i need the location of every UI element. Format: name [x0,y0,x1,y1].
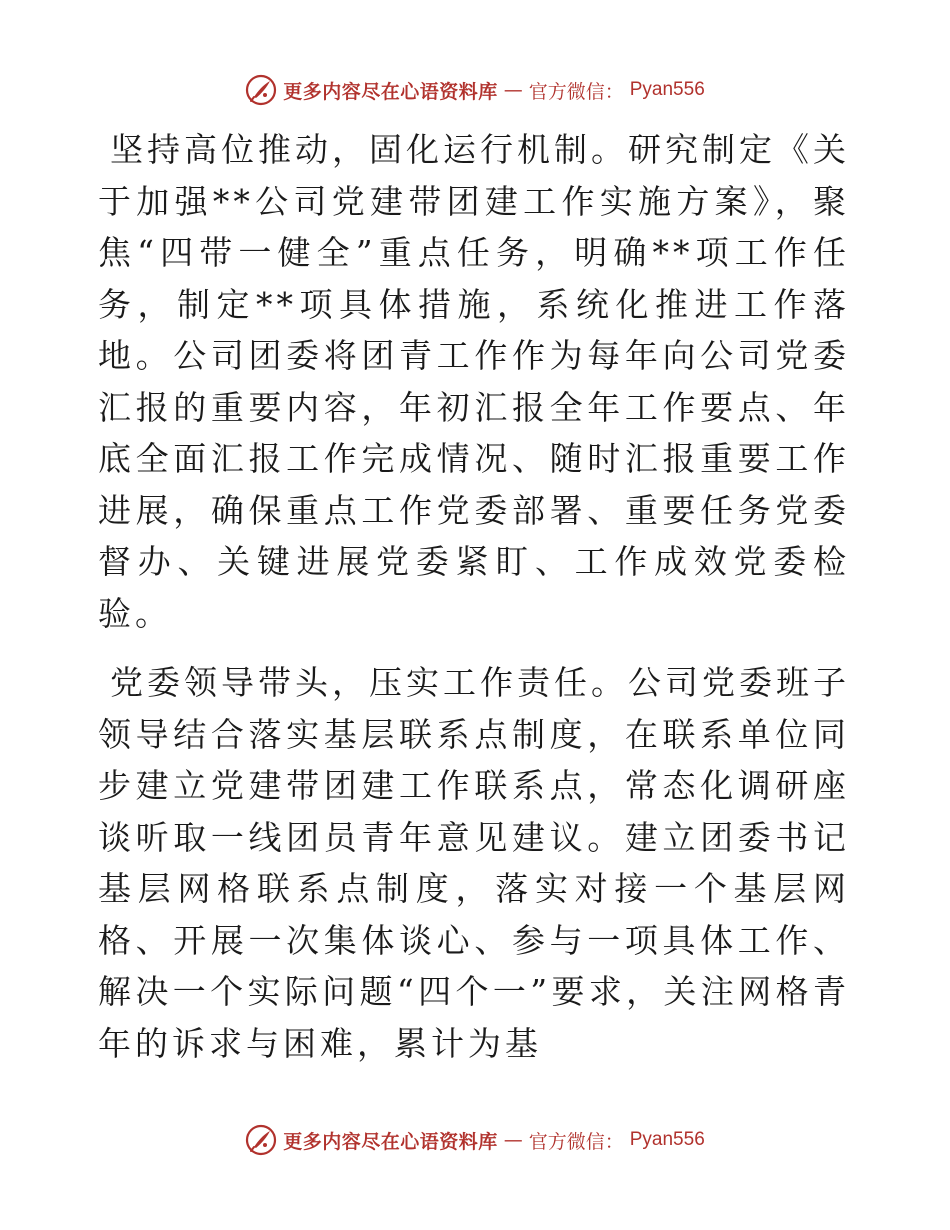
paragraph-1-text: 坚持高位推动，固化运行机制。研究制定《关于加强**公司党建带团建工作实施方案》，聚焦“四带一健全”重点任务，明确**项工作任务，制定**项具体措施，系统化推进工作落地。公司团委将团青工作作为每年向公司党委汇报的重要内容，年初汇报全年工作要点、年底全面汇报工作完成情况、随时汇报重要工作进展，确保重点工作党委部署、重要任务党委督办、关键进展党委紧盯、工作成效党委检验。 [98,130,850,633]
header-dash: — [503,79,523,101]
header-subtitle: 官方微信： [528,80,624,103]
footer-banner [0,1120,950,1160]
quill-logo-icon [245,74,277,106]
footer-wechat-id: Pyan556 [629,1129,705,1150]
document-body [98,124,850,1085]
paragraph-2 [98,657,850,1069]
footer-banner-inner [245,1124,705,1156]
footer-brand-text: 更多内容尽在心语资料库 [283,1130,498,1153]
header-brand-text: 更多内容尽在心语资料库 [283,80,498,103]
header-banner [0,70,950,110]
paragraph-2-text: 党委领导带头，压实工作责任。公司党委班子领导结合落实基层联系点制度，在联系单位同步建立党建带团建工作联系点，常态化调研座谈听取一线团员青年意见建议。建立团委书记基层网格联系点制度，落实对接一个基层网格、开展一次集体谈心、参与一项具体工作、解决一个实际问题“四个一”要求，关注网格青年的诉求与困难，累计为基 [98,663,850,1063]
footer-subtitle: 官方微信： [528,1130,624,1153]
paragraph-1 [98,124,850,639]
header-wechat-id: Pyan556 [629,79,705,100]
footer-dash: — [503,1129,523,1151]
header-banner-inner [245,74,705,106]
quill-logo-icon [245,1124,277,1156]
